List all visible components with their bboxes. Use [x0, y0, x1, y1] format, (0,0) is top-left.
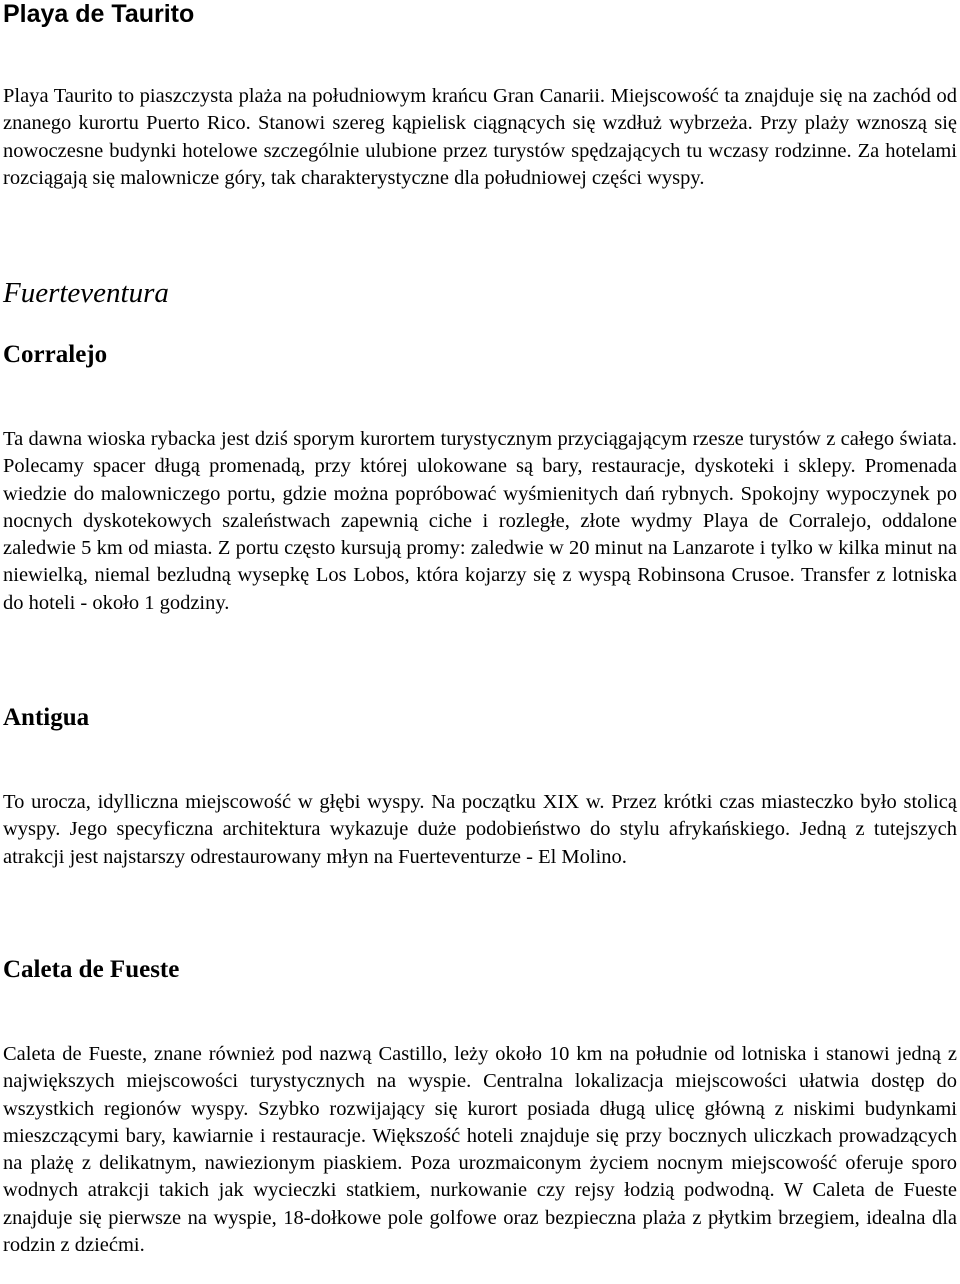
paragraph-corralejo: Ta dawna wioska rybacka jest dziś sporym kurortem turystycznym przyciągającym rzesze turystów z całego świata. Polecamy spacer długą promenadą, przy której ulokowane są bary, restauracje, dyskoteki i sklepy. Promenada wiedzie do malowniczego portu, gdzie można popróbować wyśmienitych dań rybnych. Spokojny wypoczynek po nocnych dyskotekowych szaleństwach zapewnią ciche i rozległe, złote wydmy Playa de Corralejo, oddalone zaledwie 5 km od miasta. Z portu często kursują promy: zaledwie w 20 minut na Lanzarote i tylko w kilka minut na niewielką, niemal bezludną wysepkę Los Lobos, która kojarzy się z wyspą Robinsona Crusoe. Transfer z lotniska do hoteli - około 1 godziny.: [3, 428, 957, 614]
paragraph-antigua: To urocza, idylliczna miejscowość w głębi wyspy. Na początku XIX w. Przez krótki czas miasteczko było stolicą wyspy. Jego specyficzna architektura wykazuje duże podobieństwo do stylu afrykańskiego. Jedną z tutejszych atrakcji jest najstarszy odrestaurowany młyn na Fuerteventurze - El Molino.: [3, 791, 957, 868]
text-taurito-serif: Playa Taurito to piaszczysta plaża na południowym krańcu Gran Canarii. Miejscowość ta znajduje się na zachód od znanego kurortu Puerto Rico. Stanowi szereg kąpielisk ciągnących się wzdłuż wybrzeża. Przy plaży wznoszą się nowoczesne budynki hotelowe szczególnie ulubione przez turystów spędzających tu wczasy rodzinne. Za hotelami rozciągają się malownicze góry, tak charakterystyczne dla południowej części wyspy.: [3, 85, 957, 189]
heading-fuerteventura: Fuerteventura: [3, 277, 169, 309]
heading-caleta-de-fueste: Caleta de Fueste: [3, 956, 180, 983]
heading-corralejo: Corralejo: [3, 341, 108, 368]
heading-playa-de-taurito: Playa de Taurito: [3, 0, 195, 28]
paragraph-caleta-de-fueste: Caleta de Fueste, znane również pod nazwą Castillo, leży około 10 km na południe od lotniska i stanowi jedną z największych miejscowości turystycznych na wyspie. Centralna lokalizacja miejscowości ułatwia dostęp do wszystkich regionów wyspy. Szybko rozwijający się kurort posiada długą ulicę główną z niskimi budynkami mieszczącymi bary, kawiarnie i restauracje. Większość hoteli znajduje się przy bocznych uliczkach prowadzących na plażę z delikatnym, nawiezionym piaskiem. Poza urozmaiconym życiem nocnym miejscowość oferuje sporo wodnych atrakcji takich jak wycieczki statkiem, nurkowanie czy rejsy łodzią podwodną. W Caleta de Fueste znajduje się pierwsze na wyspie, 18-dołkowe pole golfowe oraz bezpieczna plaża z płytkim brzegiem, idealna dla rodzin z dziećmi.: [3, 1043, 957, 1257]
heading-antigua: Antigua: [3, 704, 90, 731]
paragraph-playa-de-taurito: [3, 83, 957, 192]
